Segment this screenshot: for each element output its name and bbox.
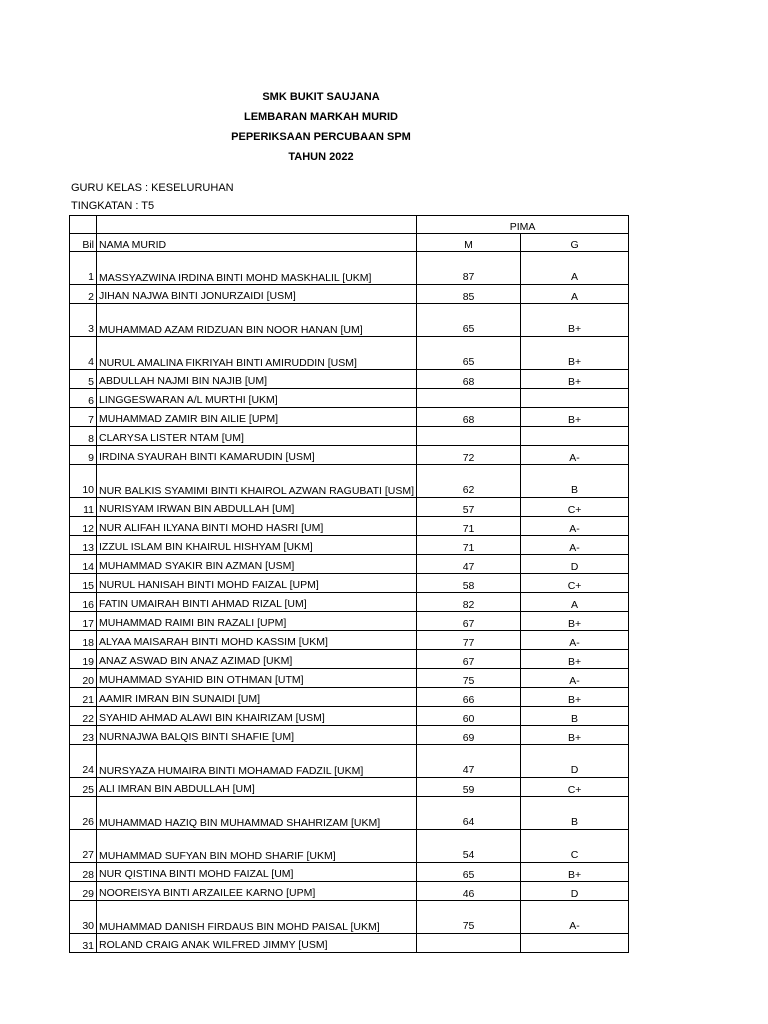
row-number: 4 — [70, 337, 97, 370]
student-name: MUHAMMAD RAIMI BIN RAZALI [UPM] — [97, 612, 417, 631]
table-row — [70, 252, 629, 285]
student-name: NUR ALIFAH ILYANA BINTI MOHD HASRI [UM] — [97, 517, 417, 536]
mark-value: 57 — [417, 498, 521, 517]
table-row — [70, 285, 629, 304]
mark-value: 71 — [417, 517, 521, 536]
grade-value: B — [521, 465, 629, 498]
grade-value: B+ — [521, 304, 629, 337]
table-row — [70, 517, 629, 536]
table-row — [70, 745, 629, 778]
col-header-mark: M — [417, 234, 521, 252]
header-row-columns — [70, 234, 629, 252]
row-number: 16 — [70, 593, 97, 612]
row-number: 9 — [70, 446, 97, 465]
student-name: FATIN UMAIRAH BINTI AHMAD RIZAL [UM] — [97, 593, 417, 612]
mark-value: 60 — [417, 707, 521, 726]
grade-value: B+ — [521, 408, 629, 427]
table-row — [70, 612, 629, 631]
grade-value: A- — [521, 669, 629, 688]
row-number: 31 — [70, 934, 97, 953]
mark-value — [417, 934, 521, 953]
row-number: 1 — [70, 252, 97, 285]
table-row — [70, 778, 629, 797]
row-number: 29 — [70, 882, 97, 901]
year-title: TAHUN 2022 — [288, 151, 354, 163]
mark-value: 66 — [417, 688, 521, 707]
row-number: 21 — [70, 688, 97, 707]
student-name: NURUL HANISAH BINTI MOHD FAIZAL [UPM] — [97, 574, 417, 593]
form-level-label: TINGKATAN : T5 — [71, 200, 155, 212]
row-number: 6 — [70, 389, 97, 408]
mark-value: 82 — [417, 593, 521, 612]
mark-value: 65 — [417, 337, 521, 370]
student-name: NOOREISYA BINTI ARZAILEE KARNO [UPM] — [97, 882, 417, 901]
student-name: ANAZ ASWAD BIN ANAZ AZIMAD [UKM] — [97, 650, 417, 669]
col-header-name: NAMA MURID — [97, 234, 417, 252]
table-row — [70, 408, 629, 427]
student-name: IZZUL ISLAM BIN KHAIRUL HISHYAM [UKM] — [97, 536, 417, 555]
row-number: 3 — [70, 304, 97, 337]
row-number: 18 — [70, 631, 97, 650]
row-number: 15 — [70, 574, 97, 593]
grade-value — [521, 427, 629, 446]
student-name: MUHAMMAD HAZIQ BIN MUHAMMAD SHAHRIZAM [UKM] — [97, 797, 417, 830]
table-row — [70, 650, 629, 669]
grade-value: A- — [521, 517, 629, 536]
mark-value — [417, 427, 521, 446]
sheet-title: LEMBARAN MARKAH MURID — [244, 111, 398, 123]
mark-value: 69 — [417, 726, 521, 745]
table-row — [70, 797, 629, 830]
student-name: SYAHID AHMAD ALAWI BIN KHAIRIZAM [USM] — [97, 707, 417, 726]
grade-value: B — [521, 707, 629, 726]
student-name: ALYAA MAISARAH BINTI MOHD KASSIM [UKM] — [97, 631, 417, 650]
grade-value: A — [521, 252, 629, 285]
student-name: ROLAND CRAIG ANAK WILFRED JIMMY [USM] — [97, 934, 417, 953]
table-row — [70, 427, 629, 446]
table-row — [70, 337, 629, 370]
table-row — [70, 304, 629, 337]
table-row — [70, 882, 629, 901]
school-name: SMK BUKIT SAUJANA — [262, 91, 380, 103]
table-row — [70, 555, 629, 574]
grade-value: C+ — [521, 574, 629, 593]
header-row-group — [70, 216, 629, 234]
row-number: 19 — [70, 650, 97, 669]
mark-value: 59 — [417, 778, 521, 797]
grade-value: B+ — [521, 370, 629, 389]
mark-value: 67 — [417, 612, 521, 631]
mark-value: 62 — [417, 465, 521, 498]
row-number: 2 — [70, 285, 97, 304]
grade-value: C+ — [521, 498, 629, 517]
row-number: 14 — [70, 555, 97, 574]
table-row — [70, 465, 629, 498]
table-row — [70, 446, 629, 465]
grade-value: B+ — [521, 688, 629, 707]
grade-value: B+ — [521, 612, 629, 631]
mark-value — [417, 389, 521, 408]
row-number: 11 — [70, 498, 97, 517]
grade-value: A — [521, 285, 629, 304]
mark-value: 46 — [417, 882, 521, 901]
row-number: 27 — [70, 830, 97, 863]
mark-value: 68 — [417, 408, 521, 427]
exam-title: PEPERIKSAAN PERCUBAAN SPM — [231, 131, 411, 143]
grade-value: C+ — [521, 778, 629, 797]
table-row — [70, 863, 629, 882]
table-row — [70, 669, 629, 688]
grade-value: B — [521, 797, 629, 830]
student-name: NURUL AMALINA FIKRIYAH BINTI AMIRUDDIN [USM] — [97, 337, 417, 370]
row-number: 20 — [70, 669, 97, 688]
col-header-bil: Bil — [70, 234, 97, 252]
grade-value: B+ — [521, 337, 629, 370]
marks-table — [69, 215, 629, 953]
student-name: ABDULLAH NAJMI BIN NAJIB [UM] — [97, 370, 417, 389]
student-name: NUR QISTINA BINTI MOHD FAIZAL [UM] — [97, 863, 417, 882]
grade-value: A — [521, 593, 629, 612]
mark-value: 87 — [417, 252, 521, 285]
student-name: NURSYAZA HUMAIRA BINTI MOHAMAD FADZIL [UKM] — [97, 745, 417, 778]
table-row — [70, 370, 629, 389]
student-name: NURISYAM IRWAN BIN ABDULLAH [UM] — [97, 498, 417, 517]
row-number: 7 — [70, 408, 97, 427]
mark-value: 68 — [417, 370, 521, 389]
grade-value — [521, 389, 629, 408]
table-row — [70, 688, 629, 707]
grade-value: D — [521, 555, 629, 574]
row-number: 25 — [70, 778, 97, 797]
row-number: 22 — [70, 707, 97, 726]
header-empty-cell — [97, 216, 417, 234]
grade-value: A- — [521, 901, 629, 934]
class-teacher-label: GURU KELAS : KESELURUHAN — [71, 182, 234, 194]
mark-value: 72 — [417, 446, 521, 465]
student-name: CLARYSA LISTER NTAM [UM] — [97, 427, 417, 446]
grade-value — [521, 934, 629, 953]
mark-value: 77 — [417, 631, 521, 650]
row-number: 28 — [70, 863, 97, 882]
table-row — [70, 830, 629, 863]
mark-value: 75 — [417, 669, 521, 688]
mark-value: 85 — [417, 285, 521, 304]
table-row — [70, 707, 629, 726]
student-name: MUHAMMAD SYAHID BIN OTHMAN [UTM] — [97, 669, 417, 688]
document-heading — [0, 87, 642, 167]
grade-value: C — [521, 830, 629, 863]
grade-value: B+ — [521, 726, 629, 745]
mark-value: 47 — [417, 745, 521, 778]
mark-value: 65 — [417, 863, 521, 882]
student-name: MUHAMMAD DANISH FIRDAUS BIN MOHD PAISAL [UKM] — [97, 901, 417, 934]
table-row — [70, 536, 629, 555]
table-row — [70, 726, 629, 745]
grade-value: A- — [521, 631, 629, 650]
student-name: ALI IMRAN BIN ABDULLAH [UM] — [97, 778, 417, 797]
subject-header-pima: PIMA — [417, 216, 629, 234]
table-row — [70, 574, 629, 593]
student-name: NURNAJWA BALQIS BINTI SHAFIE [UM] — [97, 726, 417, 745]
row-number: 12 — [70, 517, 97, 536]
student-name: MUHAMMAD AZAM RIDZUAN BIN NOOR HANAN [UM] — [97, 304, 417, 337]
row-number: 24 — [70, 745, 97, 778]
table-row — [70, 934, 629, 953]
grade-value: B+ — [521, 650, 629, 669]
student-name: NUR BALKIS SYAMIMI BINTI KHAIROL AZWAN RAGUBATI [USM] — [97, 465, 417, 498]
mark-value: 71 — [417, 536, 521, 555]
row-number: 17 — [70, 612, 97, 631]
row-number: 30 — [70, 901, 97, 934]
grade-value: D — [521, 745, 629, 778]
mark-value: 64 — [417, 797, 521, 830]
table-row — [70, 631, 629, 650]
grade-value: B+ — [521, 863, 629, 882]
row-number: 10 — [70, 465, 97, 498]
row-number: 26 — [70, 797, 97, 830]
student-name: MUHAMMAD SUFYAN BIN MOHD SHARIF [UKM] — [97, 830, 417, 863]
mark-value: 58 — [417, 574, 521, 593]
mark-value: 75 — [417, 901, 521, 934]
row-number: 23 — [70, 726, 97, 745]
grade-value: A- — [521, 536, 629, 555]
header-empty-cell — [70, 216, 97, 234]
row-number: 8 — [70, 427, 97, 446]
row-number: 5 — [70, 370, 97, 389]
student-name: AAMIR IMRAN BIN SUNAIDI [UM] — [97, 688, 417, 707]
table-row — [70, 389, 629, 408]
student-name: JIHAN NAJWA BINTI JONURZAIDI [USM] — [97, 285, 417, 304]
mark-value: 54 — [417, 830, 521, 863]
table-row — [70, 498, 629, 517]
student-name: IRDINA SYAURAH BINTI KAMARUDIN [USM] — [97, 446, 417, 465]
grade-value: A- — [521, 446, 629, 465]
student-name: MUHAMMAD SYAKIR BIN AZMAN [USM] — [97, 555, 417, 574]
row-number: 13 — [70, 536, 97, 555]
student-name: LINGGESWARAN A/L MURTHI [UKM] — [97, 389, 417, 408]
student-name: MUHAMMAD ZAMIR BIN AILIE [UPM] — [97, 408, 417, 427]
student-name: MASSYAZWINA IRDINA BINTI MOHD MASKHALIL [UKM] — [97, 252, 417, 285]
table-row — [70, 593, 629, 612]
mark-value: 47 — [417, 555, 521, 574]
col-header-grade: G — [521, 234, 629, 252]
table-row — [70, 901, 629, 934]
mark-value: 65 — [417, 304, 521, 337]
mark-value: 67 — [417, 650, 521, 669]
grade-value: D — [521, 882, 629, 901]
